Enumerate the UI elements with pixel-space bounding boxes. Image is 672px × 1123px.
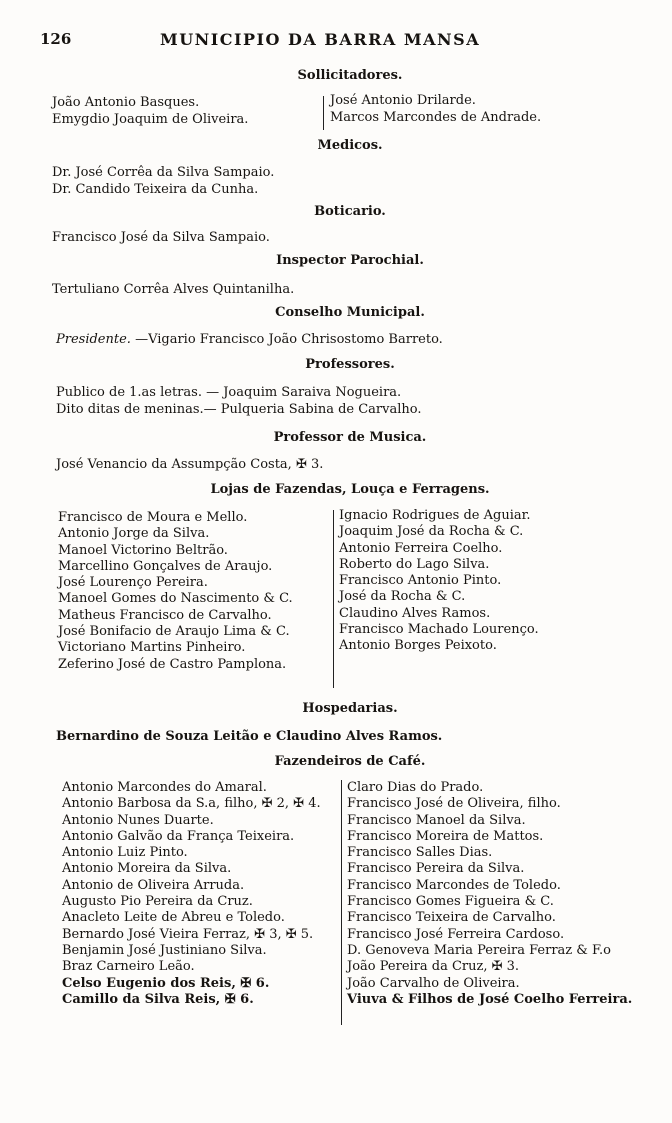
list-item: Antonio de Oliveira Arruda.: [62, 877, 245, 893]
musica-name: José Venancio da Assumpção Costa, ✠ 3.: [56, 457, 324, 472]
list-item: José da Rocha & C.: [339, 589, 466, 605]
list-item: Victoriano Martins Pinheiro.: [58, 640, 246, 656]
list-item: D. Genoveva Maria Pereira Ferraz & F.o: [347, 942, 611, 958]
boticario-name: Francisco José da Silva Sampaio.: [52, 230, 270, 245]
list-item: João Pereira da Cruz, ✠ 3.: [347, 959, 520, 975]
heading-inspector: Inspector Parochial.: [276, 253, 424, 268]
heading-fazendeiros: Fazendeiros de Café.: [274, 754, 426, 769]
list-item: Francisco José de Oliveira, filho.: [347, 796, 561, 812]
list-item: Antonio Moreira da Silva.: [62, 861, 232, 877]
list-item: Viuva & Filhos de José Coelho Ferreira.: [347, 991, 633, 1007]
list-item: Francisco Gomes Figueira & C.: [347, 894, 554, 910]
column-divider: [333, 510, 334, 688]
list-item: João Carvalho de Oliveira.: [347, 975, 520, 991]
medico-2: Dr. Candido Teixeira da Cunha.: [52, 182, 259, 197]
heading-medicos: Medicos.: [317, 138, 383, 153]
list-item: Francisco de Moura e Mello.: [58, 510, 248, 525]
list-item: Antonio Borges Peixoto.: [339, 638, 497, 654]
list-item: Francisco Pereira da Silva.: [347, 861, 525, 877]
list-item: Anacleto Leite de Abreu e Toledo.: [62, 910, 285, 926]
list-item: Zeferino José de Castro Pamplona.: [58, 656, 287, 672]
list-item: Bernardo José Vieira Ferraz, ✠ 3, ✠ 5.: [62, 926, 314, 942]
list-item: Braz Carneiro Leão.: [62, 959, 195, 975]
list-item: Francisco Marcondes de Toledo.: [347, 877, 561, 893]
heading-hospedarias: Hospedarias.: [302, 701, 398, 716]
list-item: Roberto do Lago Silva.: [339, 556, 490, 572]
page-header: [40, 30, 612, 52]
sollicitador-right-2: Marcos Marcondes de Andrade.: [330, 110, 542, 125]
list-item: José Lourenço Pereira.: [58, 575, 208, 591]
list-item: Francisco Manoel da Silva.: [347, 812, 526, 828]
list-item: Francisco Moreira de Mattos.: [347, 828, 544, 844]
list-item: Antonio Ferreira Coelho.: [339, 540, 503, 556]
fazendeiros-left-column: [62, 780, 321, 1008]
list-item: Francisco Antonio Pinto.: [339, 573, 502, 589]
list-item: Claro Dias do Prado.: [347, 780, 484, 795]
sollicitador-right-1: José Antonio Drilarde.: [330, 93, 476, 108]
medico-1: Dr. José Corrêa da Silva Sampaio.: [52, 165, 275, 180]
list-item: Joaquim José da Rocha & C.: [339, 524, 524, 540]
heading-lojas: Lojas de Fazendas, Louça e Ferragens.: [210, 482, 490, 497]
list-item: Antonio Barbosa da S.a, filho, ✠ 2, ✠ 4.: [62, 796, 321, 812]
list-item: Francisco Teixeira de Carvalho.: [347, 910, 556, 926]
list-item: Matheus Francisco de Carvalho.: [58, 607, 272, 623]
list-item: Marcellino Gonçalves de Araujo.: [58, 558, 273, 574]
heading-conselho: Conselho Municipal.: [275, 305, 425, 320]
list-item: Manoel Victorino Beltrão.: [58, 542, 228, 558]
fazendeiros-right-column: [347, 780, 632, 1008]
heading-sollicitadores: Sollicitadores.: [297, 68, 403, 83]
list-item: Antonio Marcondes do Amaral.: [62, 780, 267, 795]
list-item: Antonio Luiz Pinto.: [62, 845, 188, 861]
heading-professores: Professores.: [305, 357, 395, 372]
heading-boticario: Boticario.: [314, 204, 386, 219]
conselho-name: —Vigario Francisco João Chrisostomo Barreto.: [135, 332, 443, 347]
list-item: Antonio Galvão da França Teixeira.: [62, 828, 295, 844]
list-item: Celso Eugenio dos Reis, ✠ 6.: [62, 975, 270, 991]
list-item: José Bonifacio de Araujo Lima & C.: [58, 624, 290, 640]
list-item: Manoel Gomes do Nascimento & C.: [58, 591, 293, 607]
list-item: Claudino Alves Ramos.: [339, 605, 491, 621]
lojas-right-column: [339, 508, 539, 655]
list-item: Augusto Pio Pereira da Cruz.: [62, 894, 253, 910]
sollicitador-left-2: Emygdio Joaquim de Oliveira.: [52, 112, 249, 127]
professor-2: Dito ditas de meninas.— Pulqueria Sabina de Carvalho.: [56, 402, 422, 417]
page-number: 126: [40, 30, 72, 48]
list-item: Francisco Salles Dias.: [347, 845, 493, 861]
list-item: Antonio Jorge da Silva.: [58, 526, 210, 542]
inspector-name: Tertuliano Corrêa Alves Quintanilha.: [52, 282, 295, 297]
column-divider: [323, 96, 324, 130]
hospedarias-name: Bernardino de Souza Leitão e Claudino Alves Ramos.: [56, 729, 443, 744]
list-item: Francisco José Ferreira Cardoso.: [347, 926, 565, 942]
sollicitador-left-1: João Antonio Basques.: [52, 95, 200, 110]
list-item: Francisco Machado Lourenço.: [339, 622, 539, 638]
conselho-line: [56, 331, 443, 348]
heading-musica: Professor de Musica.: [273, 430, 427, 445]
lojas-left-column: [58, 510, 293, 673]
conselho-role: Presidente.: [56, 332, 131, 347]
professor-1: Publico de 1.as letras. — Joaquim Saraiva Nogueira.: [56, 385, 402, 400]
column-divider: [341, 780, 342, 1025]
running-title: MUNICIPIO DA BARRA MANSA: [160, 30, 481, 49]
list-item: Benjamin José Justiniano Silva.: [62, 942, 267, 958]
list-item: Antonio Nunes Duarte.: [62, 812, 214, 828]
list-item: Camillo da Silva Reis, ✠ 6.: [62, 991, 254, 1007]
list-item: Ignacio Rodrigues de Aguiar.: [339, 508, 531, 523]
